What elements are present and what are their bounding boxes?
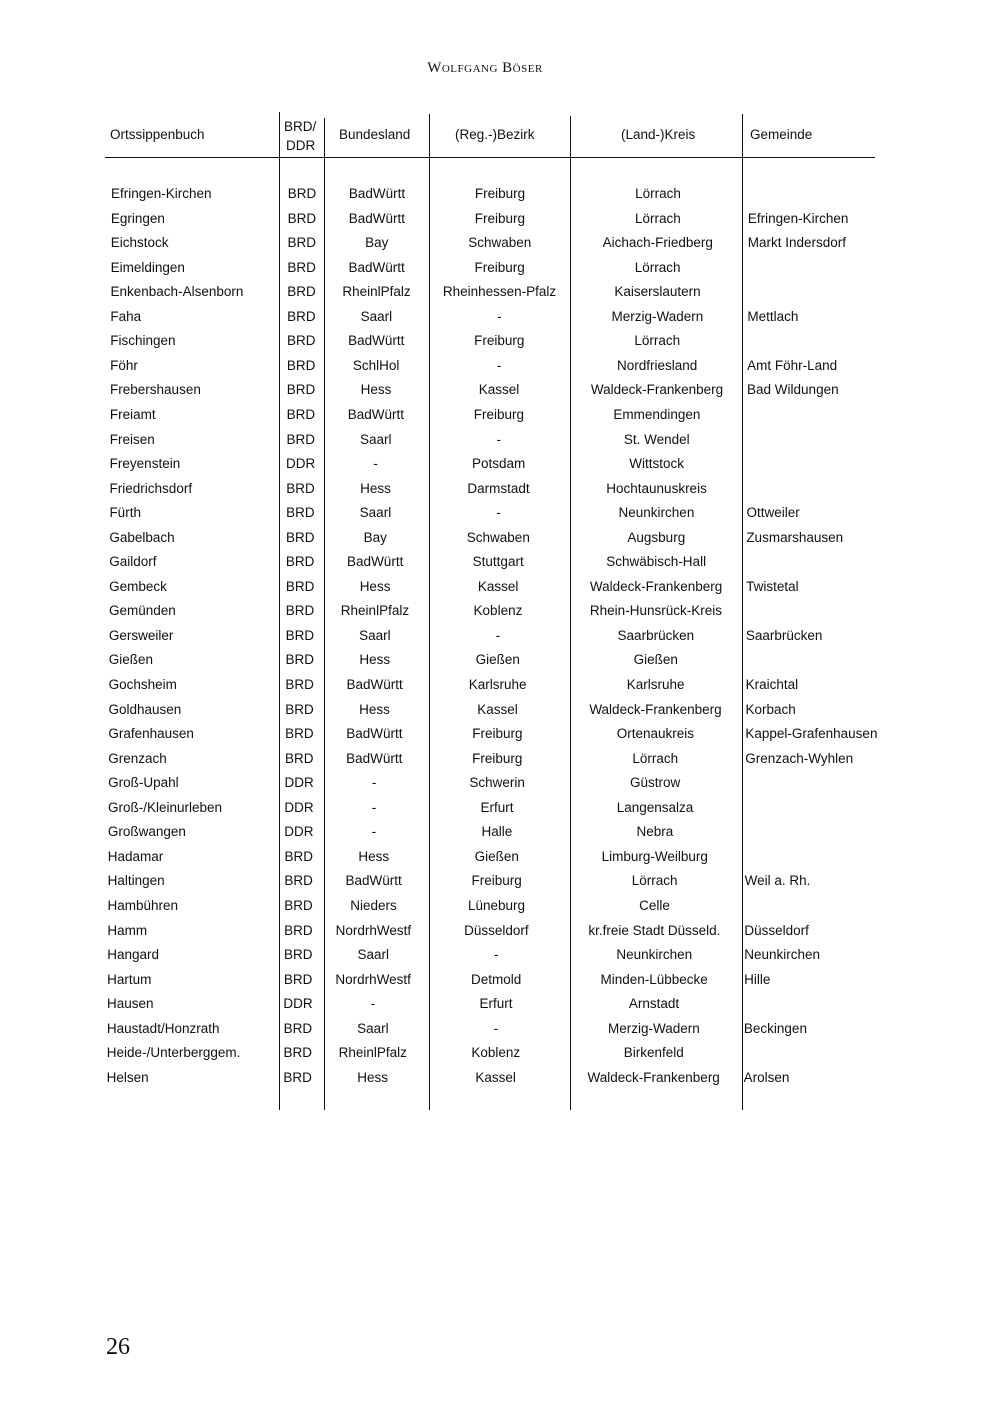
cell-land: Hess: [359, 701, 390, 717]
table-row: [0, 382, 1000, 402]
cell-bezirk: Rheinhessen-Pfalz: [442, 284, 557, 300]
cell-state: BRD: [285, 677, 314, 692]
cell-state: BRD: [284, 873, 313, 889]
cell-bezirk: Gießen: [474, 848, 519, 864]
cell-land: Saarl: [359, 627, 391, 643]
table-row: [0, 309, 1000, 329]
table-row: [0, 211, 1000, 231]
cell-state: DDR: [284, 799, 314, 815]
cell-state: BRD: [284, 897, 313, 913]
cell-kreis: Minden-Lübbecke: [600, 971, 708, 987]
cell-state: DDR: [283, 996, 313, 1012]
cell-name: Fürth: [109, 505, 141, 521]
cell-name: Großwangen: [107, 824, 186, 840]
table-row: [0, 554, 1000, 574]
cell-land: BadWürtt: [348, 210, 406, 226]
table-row: [0, 186, 1000, 206]
cell-name: Fischingen: [110, 333, 176, 349]
table-row: [0, 432, 1000, 452]
cell-bezirk: -: [493, 1020, 499, 1036]
cell-name: Hamm: [107, 922, 148, 938]
cell-state: BRD: [287, 284, 316, 300]
cell-state: BRD: [286, 505, 315, 521]
cell-state: BRD: [287, 235, 316, 251]
header-bezirk: (Reg.-)Bezirk: [455, 127, 535, 142]
cell-bezirk: Darmstadt: [467, 480, 530, 496]
cell-kreis: Aichach-Friedberg: [602, 235, 713, 251]
cell-bezirk: Düsseldorf: [464, 922, 529, 938]
cell-state: BRD: [287, 210, 317, 226]
cell-kreis: Karlsruhe: [626, 677, 685, 692]
cell-name: Helsen: [106, 1069, 149, 1085]
cell-name: Groß-Upahl: [108, 775, 179, 791]
cell-bezirk: Freiburg: [471, 873, 522, 889]
cell-name: Egringen: [110, 210, 165, 226]
cell-state: BRD: [286, 382, 316, 398]
cell-gemeinde: Efringen-Kirchen: [747, 210, 849, 226]
cell-bezirk: Kassel: [477, 578, 519, 594]
table-row: [0, 996, 1000, 1016]
cell-land: Nieders: [350, 897, 397, 913]
cell-name: Föhr: [110, 357, 138, 373]
cell-land: Saarl: [357, 1020, 389, 1036]
header-rule: [105, 157, 875, 158]
cell-kreis: Lörrach: [632, 750, 679, 766]
cell-kreis: Limburg-Weilburg: [601, 848, 708, 864]
table-row: [0, 800, 1000, 820]
cell-kreis: St. Wendel: [623, 431, 690, 447]
table-row: [0, 947, 1000, 967]
cell-state: BRD: [284, 848, 313, 864]
cell-kreis: Wittstock: [629, 456, 685, 472]
cell-land: Hess: [359, 652, 391, 668]
cell-gemeinde: Arolsen: [743, 1069, 790, 1085]
cell-name: Haustadt/Honzrath: [106, 1020, 220, 1036]
cell-name: Gochsheim: [108, 677, 177, 692]
cell-state: BRD: [285, 701, 314, 717]
cell-kreis: Nordfriesland: [617, 357, 698, 373]
cell-gemeinde: Saarbrücken: [745, 627, 823, 643]
cell-state: BRD: [285, 652, 314, 668]
cell-land: Saarl: [360, 431, 392, 447]
cell-name: Hambühren: [107, 897, 179, 913]
cell-land: BadWürtt: [346, 750, 403, 766]
cell-land: Saarl: [360, 308, 393, 324]
cell-land: Bay: [365, 235, 389, 251]
table-row: [0, 873, 1000, 893]
cell-gemeinde: Ottweiler: [746, 505, 800, 521]
cell-state: DDR: [284, 775, 314, 791]
cell-kreis: Hochtaunuskreis: [606, 480, 707, 496]
table-row: [0, 652, 1000, 672]
cell-kreis: Merzig-Wadern: [608, 1020, 700, 1036]
cell-bezirk: Schwerin: [469, 775, 525, 791]
table-row: [0, 1021, 1000, 1041]
cell-name: Enkenbach-Alsenborn: [110, 284, 244, 300]
cell-state: BRD: [285, 603, 315, 619]
cell-bezirk: Freiburg: [474, 210, 526, 226]
cell-bezirk: Freiburg: [472, 726, 523, 742]
cell-gemeinde: Bad Wildungen: [747, 382, 839, 398]
cell-land: NordrhWestf: [335, 971, 411, 987]
cell-gemeinde: Düsseldorf: [744, 922, 809, 938]
table-row: [0, 849, 1000, 869]
cell-name: Grafenhausen: [108, 726, 194, 742]
table-row: [0, 775, 1000, 795]
cell-kreis: Arnstadt: [628, 996, 680, 1012]
page-number: 26: [106, 1334, 130, 1360]
cell-name: Gießen: [108, 652, 153, 668]
cell-bezirk: Erfurt: [480, 799, 514, 815]
cell-gemeinde: Weil a. Rh.: [744, 873, 811, 889]
cell-bezirk: Schwaben: [466, 529, 530, 545]
cell-kreis: Nebra: [636, 824, 674, 840]
cell-kreis: Waldeck-Frankenberg: [589, 578, 723, 594]
cell-name: Friedrichsdorf: [109, 480, 193, 496]
cell-state: BRD: [287, 333, 316, 349]
cell-state: BRD: [285, 627, 315, 643]
cell-land: Bay: [363, 529, 387, 545]
cell-kreis: Waldeck-Frankenberg: [587, 1069, 720, 1085]
cell-bezirk: -: [495, 627, 501, 643]
cell-state: BRD: [287, 186, 317, 201]
cell-land: NordrhWestf: [335, 922, 412, 938]
cell-land: Hess: [360, 382, 392, 398]
cell-name: Gersweiler: [108, 627, 174, 643]
cell-kreis: kr.freie Stadt Düsseld.: [588, 922, 721, 938]
cell-state: BRD: [286, 431, 316, 447]
table-row: [0, 628, 1000, 648]
cell-kreis: Langensalza: [616, 799, 694, 815]
cell-bezirk: Erfurt: [479, 996, 513, 1012]
cell-state: BRD: [285, 578, 315, 594]
cell-kreis: Lörrach: [634, 210, 681, 226]
cell-name: Gemünden: [108, 603, 176, 619]
cell-state: BRD: [283, 1045, 313, 1061]
cell-land: Hess: [360, 480, 391, 496]
cell-land: BadWürtt: [346, 677, 403, 692]
table-row: [0, 726, 1000, 746]
cell-gemeinde: Grenzach-Wyhlen: [745, 750, 854, 766]
cell-bezirk: Kassel: [477, 701, 518, 717]
cell-bezirk: Stuttgart: [472, 554, 524, 570]
cell-gemeinde: Hille: [744, 971, 771, 987]
cell-gemeinde: Mettlach: [747, 308, 799, 324]
header-ortssippenbuch: Ortssippenbuch: [110, 127, 205, 142]
table-row: [0, 579, 1000, 599]
cell-bezirk: Freiburg: [474, 186, 526, 201]
table-row: [0, 456, 1000, 476]
cell-name: Gembeck: [109, 578, 167, 594]
cell-name: Hangard: [107, 947, 160, 963]
cell-name: Goldhausen: [108, 701, 182, 717]
cell-gemeinde: Beckingen: [743, 1020, 807, 1036]
cell-bezirk: Detmold: [471, 971, 522, 987]
cell-bezirk: -: [496, 505, 501, 521]
cell-land: Saarl: [357, 947, 390, 963]
cell-state: BRD: [286, 529, 315, 545]
cell-kreis: Güstrow: [629, 775, 681, 791]
cell-land: BadWürtt: [347, 406, 405, 422]
table-row: [0, 923, 1000, 943]
cell-kreis: Gießen: [633, 652, 678, 668]
cell-state: BRD: [287, 259, 316, 275]
table-row: [0, 751, 1000, 771]
table-row: [0, 702, 1000, 722]
cell-kreis: Rhein-Hunsrück-Kreis: [589, 603, 722, 619]
cell-state: BRD: [285, 554, 315, 570]
cell-land: RheinlPfalz: [342, 284, 411, 300]
cell-state: BRD: [284, 750, 314, 766]
cell-name: Eichstock: [110, 235, 169, 251]
cell-land: BadWürtt: [346, 726, 403, 742]
cell-bezirk: Freiburg: [472, 750, 523, 766]
cell-gemeinde: Zusmarshausen: [746, 529, 844, 545]
cell-kreis: Lörrach: [631, 873, 678, 889]
table-row: [0, 284, 1000, 304]
cell-gemeinde: Twistetal: [746, 578, 799, 594]
cell-gemeinde: Neunkirchen: [744, 947, 821, 963]
cell-kreis: Ortenaukreis: [616, 726, 694, 742]
cell-land: Hess: [358, 848, 390, 864]
cell-gemeinde: Kappel-Grafenhausen: [745, 726, 878, 742]
cell-bezirk: Kassel: [478, 382, 520, 398]
cell-bezirk: Karlsruhe: [468, 677, 527, 692]
cell-state: BRD: [284, 947, 313, 963]
header-state-bottom: DDR: [286, 138, 316, 153]
cell-bezirk: Kassel: [475, 1069, 516, 1085]
table-row: [0, 260, 1000, 280]
cell-land: BadWürtt: [348, 186, 406, 201]
cell-kreis: Augsburg: [627, 529, 686, 545]
cell-kreis: Emmendingen: [613, 406, 701, 422]
table-row: [0, 333, 1000, 353]
header-state-top: BRD/: [284, 119, 317, 134]
cell-state: DDR: [286, 456, 316, 472]
cell-kreis: Waldeck-Frankenberg: [589, 701, 722, 717]
cell-kreis: Neunkirchen: [616, 947, 693, 963]
cell-land: Saarl: [359, 505, 392, 521]
cell-gemeinde: Kraichtal: [745, 677, 799, 692]
header-gemeinde: Gemeinde: [750, 127, 813, 142]
cell-name: Freyenstein: [109, 456, 181, 472]
cell-land: -: [371, 799, 377, 815]
cell-bezirk: -: [496, 431, 502, 447]
table-row: [0, 530, 1000, 550]
cell-gemeinde: Amt Föhr-Land: [747, 357, 838, 373]
cell-land: Hess: [359, 578, 391, 594]
cell-name: Efringen-Kirchen: [111, 186, 212, 201]
table-row: [0, 1045, 1000, 1065]
cell-kreis: Birkenfeld: [623, 1045, 684, 1061]
table-row: [0, 481, 1000, 501]
cell-bezirk: -: [494, 947, 499, 963]
cell-land: BadWürtt: [347, 554, 404, 570]
cell-land: RheinlPfalz: [338, 1045, 407, 1061]
cell-bezirk: Halle: [481, 824, 513, 840]
cell-land: BadWürtt: [348, 259, 405, 275]
cell-name: Grenzach: [108, 750, 167, 766]
table-row: [0, 407, 1000, 427]
cell-kreis: Celle: [639, 897, 670, 913]
cell-land: Hess: [357, 1069, 389, 1085]
cell-land: SchlHol: [352, 357, 400, 373]
cell-kreis: Waldeck-Frankenberg: [590, 382, 724, 398]
table-row: [0, 824, 1000, 844]
cell-bezirk: -: [496, 357, 502, 373]
cell-name: Hadamar: [107, 848, 164, 864]
cell-gemeinde: Markt Indersdorf: [747, 235, 847, 251]
table-row: [0, 235, 1000, 255]
cell-name: Eimeldingen: [110, 259, 185, 275]
cell-name: Faha: [110, 308, 142, 324]
header-bundesland: Bundesland: [339, 127, 411, 142]
cell-bezirk: Freiburg: [474, 259, 525, 275]
table-row: [0, 898, 1000, 918]
cell-state: DDR: [284, 824, 314, 840]
cell-kreis: Kaiserslautern: [614, 284, 701, 300]
cell-name: Heide-/Unterberggem.: [106, 1045, 241, 1061]
cell-state: BRD: [283, 971, 313, 987]
table-row: [0, 358, 1000, 378]
cell-land: BadWürtt: [348, 333, 405, 349]
cell-name: Groß-/Kleinurleben: [108, 799, 223, 815]
cell-state: BRD: [284, 922, 313, 938]
cell-bezirk: Potsdam: [472, 456, 526, 472]
cell-name: Freisen: [109, 431, 155, 447]
table-row: [0, 1070, 1000, 1090]
cell-name: Gabelbach: [109, 529, 175, 545]
table-row: [0, 603, 1000, 623]
cell-kreis: Lörrach: [634, 333, 681, 349]
cell-bezirk: -: [497, 308, 502, 324]
table-row: [0, 677, 1000, 697]
cell-kreis: Lörrach: [634, 259, 681, 275]
cell-state: BRD: [287, 308, 316, 324]
cell-state: BRD: [286, 357, 316, 373]
cell-bezirk: Lüneburg: [467, 897, 526, 913]
running-head: Wolfgang Böser: [427, 60, 543, 76]
cell-name: Gaildorf: [109, 554, 157, 570]
cell-state: BRD: [283, 1020, 313, 1036]
cell-state: BRD: [286, 480, 315, 496]
cell-state: BRD: [283, 1069, 312, 1085]
cell-state: BRD: [285, 726, 314, 742]
cell-bezirk: Freiburg: [474, 333, 525, 349]
table-row: [0, 505, 1000, 525]
cell-name: Hartum: [107, 971, 152, 987]
cell-kreis: Saarbrücken: [617, 627, 695, 643]
cell-gemeinde: Korbach: [745, 701, 796, 717]
cell-land: -: [371, 775, 377, 791]
cell-name: Hausen: [107, 996, 154, 1012]
table-row: [0, 972, 1000, 992]
cell-bezirk: Koblenz: [473, 603, 523, 619]
cell-kreis: Schwäbisch-Hall: [606, 554, 707, 570]
cell-land: BadWürtt: [345, 873, 402, 889]
cell-land: -: [373, 456, 378, 472]
header-kreis: (Land-)Kreis: [621, 127, 696, 142]
cell-bezirk: Koblenz: [471, 1045, 521, 1061]
cell-land: -: [370, 996, 376, 1012]
cell-bezirk: Gießen: [475, 652, 520, 668]
cell-kreis: Lörrach: [635, 186, 681, 201]
cell-name: Frebershausen: [110, 382, 201, 398]
cell-bezirk: Freiburg: [473, 406, 525, 422]
cell-name: Freiamt: [109, 406, 156, 422]
cell-land: RheinlPfalz: [340, 603, 410, 619]
cell-bezirk: Schwaben: [468, 235, 532, 251]
cell-kreis: Neunkirchen: [618, 505, 695, 521]
cell-name: Haltingen: [107, 873, 165, 889]
cell-kreis: Merzig-Wadern: [611, 308, 704, 324]
cell-state: BRD: [286, 406, 316, 422]
cell-land: -: [371, 824, 377, 840]
